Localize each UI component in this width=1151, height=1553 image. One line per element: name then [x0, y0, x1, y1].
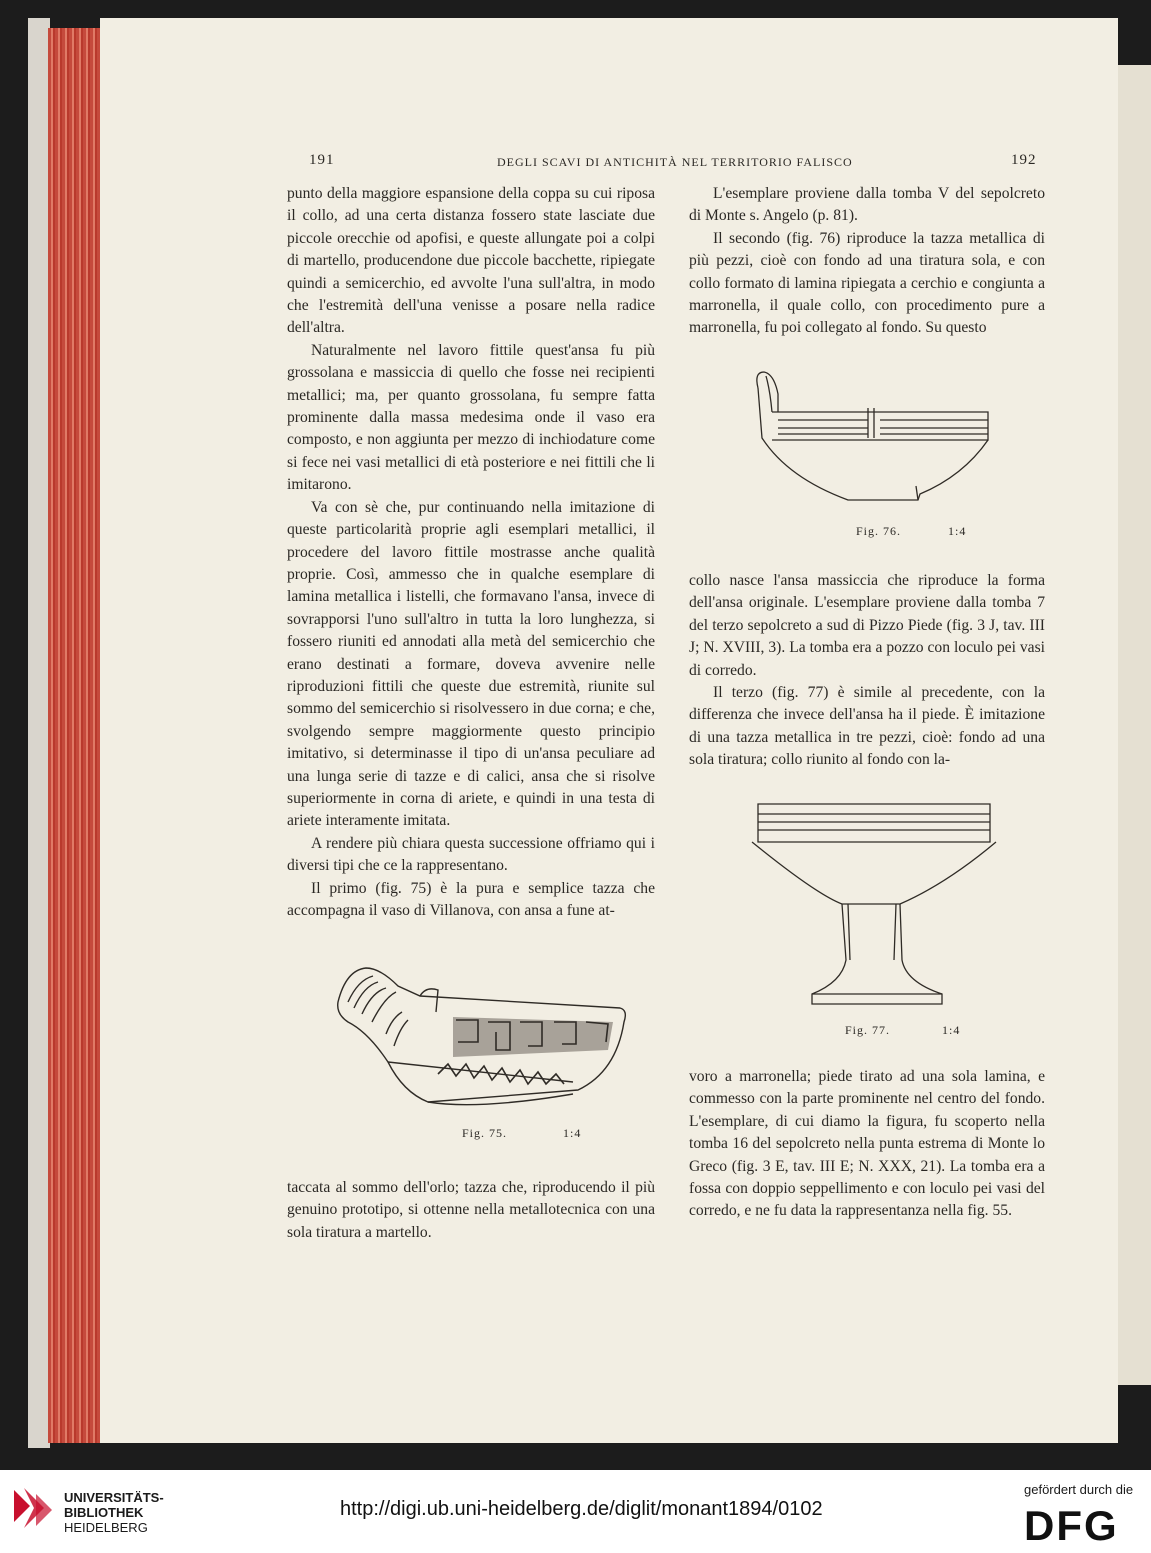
- paragraph: punto della maggiore espansione della coppa su cui riposa il collo, ad una certa distanza fossero state lasciate due piccole orecchie od apofisi, e queste allungate poi a colpi di martello, producendone due piccole bacchette, ripiegate quindi a semicerchio, ed avvolte l'una sull'altra, in modo che l'estremità dell'una venisse a posare nella radice dell'altra.: [287, 185, 655, 337]
- figure-76-caption: Fig. 76.: [856, 524, 902, 538]
- page-number-left: 191: [309, 152, 335, 168]
- figure-75-scale: 1:4: [563, 1126, 582, 1140]
- paragraph: Il terzo (fig. 77) è simile al precedente, con la differenza che invece dell'ansa ha il piede. È imitazione di una tazza metallica in tre pezzi, cioè: fondo ad una sola tiratura; collo riunito al fondo con la-: [689, 684, 1045, 769]
- page-edges: [48, 28, 104, 1443]
- book-spine: [28, 18, 50, 1448]
- paragraph: Naturalmente nel lavoro fittile quest'ansa fu più grossolana e massiccia di quello che fosse nei recipienti metallici; ma, per quanto grossolana, fu sempre fatta prominente dalla massa medesima onde il vaso era composto, e non aggiunta per mezzo di inchiodature come si fece nei vasi metallici di età posteriore e nei fittili che li imitarono.: [287, 341, 655, 494]
- paragraph: Il primo (fig. 75) è la pura e semplice tazza che accompagna il vaso di Villanova, con ansa a fune at-: [287, 879, 655, 919]
- figure-76-drawing: [748, 368, 1000, 508]
- figure-76-scale: 1:4: [948, 524, 967, 538]
- figure-75-caption: Fig. 75.: [462, 1126, 508, 1140]
- figure-77-drawing: [746, 800, 1002, 1012]
- funding-caption: gefördert durch die: [1024, 1482, 1134, 1497]
- paragraph: L'esemplare proviene dalla tomba V del sepolcreto di Monte s. Angelo (p. 81).: [689, 185, 1045, 225]
- right-column-top: [689, 183, 1045, 340]
- left-column: [287, 183, 655, 922]
- paragraph: Va con sè che, pur continuando nella imitazione di queste particolarità proprie agli esemplari metallici, il procedere del lavoro fittile mostrasse anche qualità proprie. Così, ammesso che in qualche esemplare di lamina metallica i listelli, che formavano l'ansa, invece di sovrapporsi l'uno sull'altro in tutta la loro lunghezza, si fossero riuniti ed annodati alla metà del semicerchio che erano destinati a formare, doveva avvenire nelle riproduzioni fittili che queste due estremità, riunite sul sommo del semicerchio si risolvessero in due corna; e che, svolgendo sempre maggiormente questo principio imitativo, si determinasse il tipo di un'ansa peculiare ad una lunga serie di tazze e di calici, ansa che si risolve superiormente in corna di ariete, e quindi in una testa di ariete interamente imitata.: [287, 498, 655, 830]
- paragraph: taccata al sommo dell'orlo; tazza che, riproducendo il più genuino prototipo, si ottenne nella metallotecnica con una sola tiratura a martello.: [287, 1179, 655, 1241]
- right-column-middle: [689, 570, 1045, 772]
- permalink[interactable]: http://digi.ub.uni-heidelberg.de/diglit/monant1894/0102: [340, 1498, 823, 1520]
- paragraph: voro a marronella; piede tirato ad una sola lamina, e commesso con la parte prominente nel centro del fondo. L'esemplare, di cui diamo la figura, fu scoperto nella tomba 16 del sepolcreto nella punta estrema di Monte lo Greco (fig. 3 E, tav. III E; N. XXX, 21). La tomba era a fossa con doppio seppellimento e con loculo pei vasi del corredo, e ne fu data la rappresentanza nella fig. 55.: [689, 1068, 1045, 1220]
- left-column-continued: [287, 1177, 655, 1244]
- paragraph: collo nasce l'ansa massiccia che riproduce la forma dell'ansa originale. L'esemplare proviene dalla tomba 7 del terzo sepolcreto a sud di Pizzo Piede (fig. 3 J, tav. III J; N. XVIII, 3). La tomba era a pozzo con loculo pei vasi di corredo.: [689, 572, 1045, 679]
- running-title: DEGLI SCAVI DI ANTICHITÀ NEL TERRITORIO FALISCO: [497, 155, 853, 169]
- dfg-logo: DFG: [1024, 1502, 1119, 1549]
- right-column-bottom: [689, 1066, 1045, 1223]
- university-library-logo: [10, 1484, 56, 1536]
- figure-77-scale: 1:4: [942, 1023, 961, 1037]
- page-number-right: 192: [1011, 152, 1037, 168]
- figure-77-caption: Fig. 77.: [845, 1023, 891, 1037]
- figure-75-drawing: [328, 962, 630, 1114]
- university-library-name: UNIVERSITÄTS- BIBLIOTHEK HEIDELBERG: [64, 1490, 164, 1535]
- paragraph: A rendere più chiara questa successione offriamo qui i diversi tipi che ce la rappresentano.: [287, 834, 655, 875]
- paragraph: Il secondo (fig. 76) riproduce la tazza metallica di più pezzi, cioè con fondo ad una tiratura sola, e con collo formato di lamina ripiegata a cerchio e congiunta a marronella, il quale collo, con procedimento pure a marronella, fu poi collegato al fondo. Su questo: [689, 229, 1045, 337]
- footer-bar: [0, 1470, 1151, 1553]
